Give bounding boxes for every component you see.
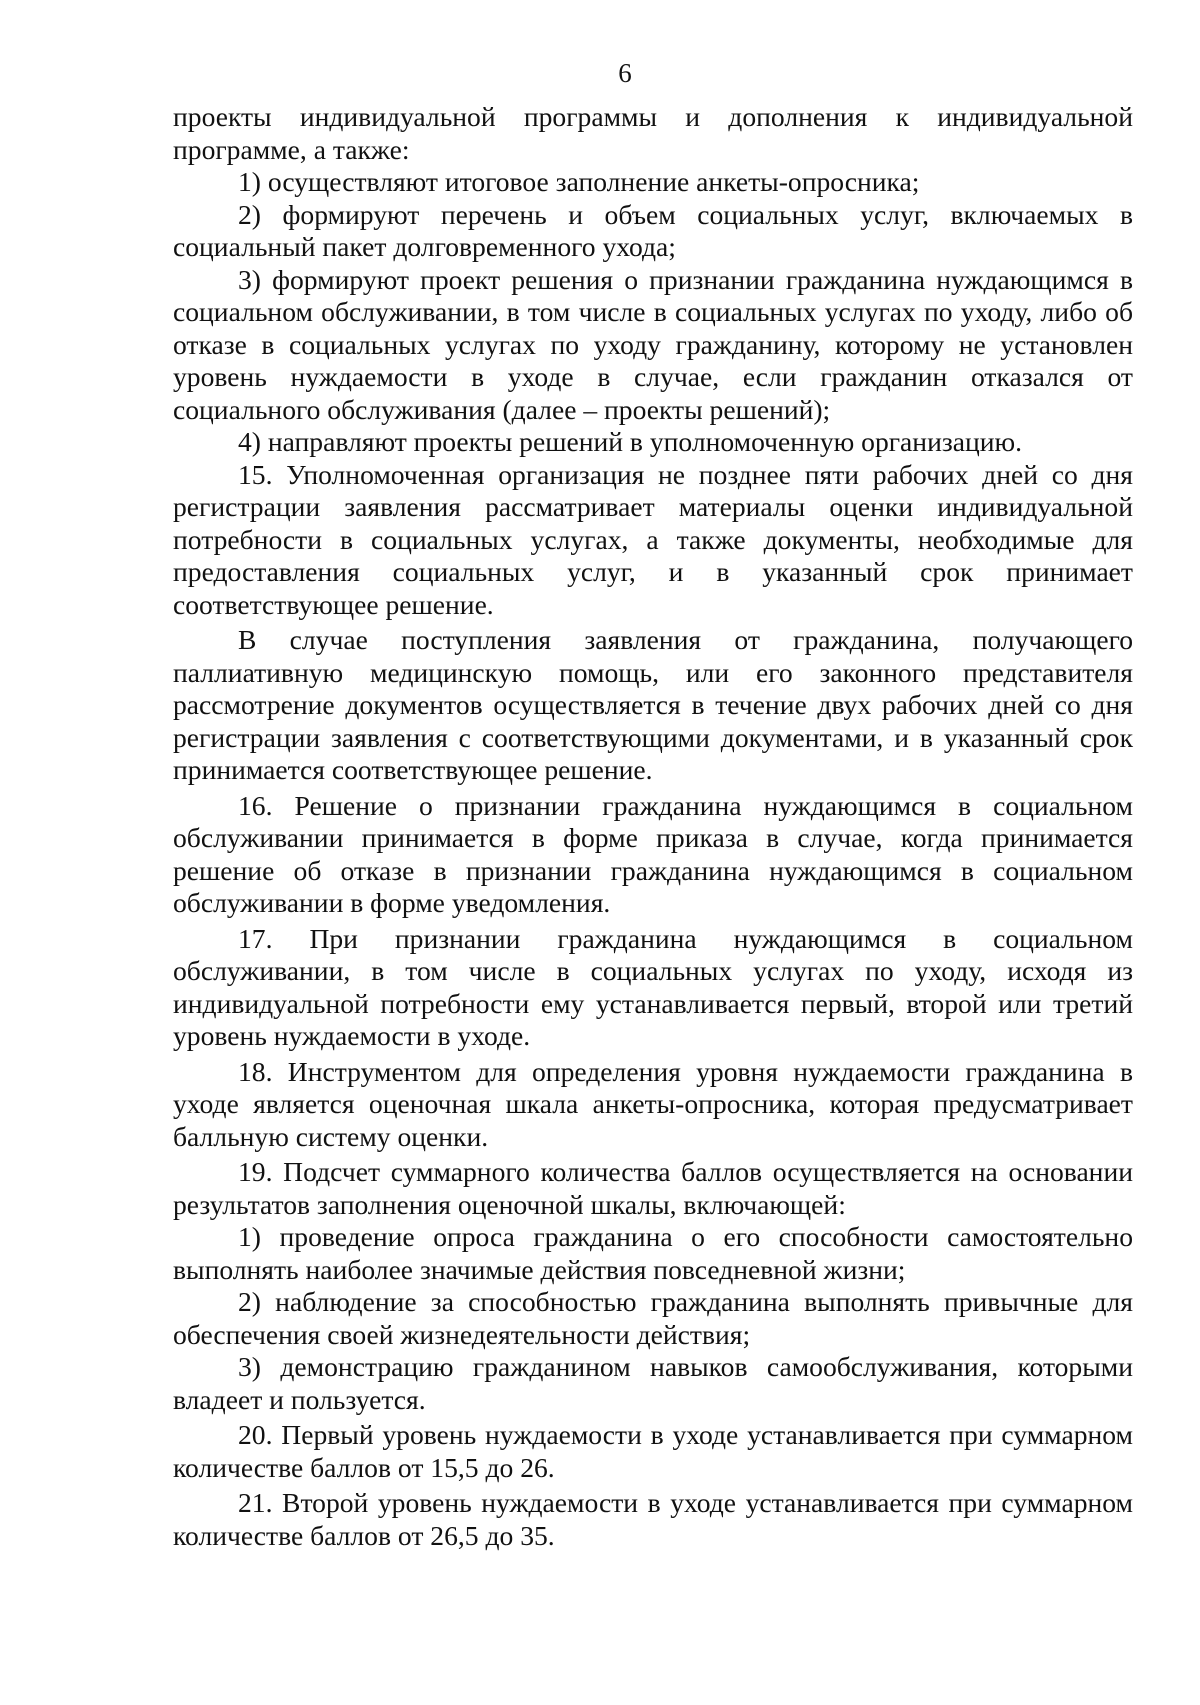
document-body xyxy=(173,101,1133,1552)
clause-20: 20. Первый уровень нуждаемости в уходе устанавливается при суммарном количестве баллов от 15,5 до 26. xyxy=(173,1419,1133,1483)
clause-19: 19. Подсчет суммарного количества баллов осуществляется на основании результатов заполнения оценочной шкалы, включающей: xyxy=(173,1156,1133,1220)
clause-19-item-1: 1) проведение опроса гражданина о его способности самостоятельно выполнять наиболее значимые действия повседневной жизни; xyxy=(173,1221,1133,1285)
list-item-2: 2) формируют перечень и объем социальных услуг, включаемых в социальный пакет долговременного ухода; xyxy=(173,198,1133,262)
list-item-4: 4) направляют проекты решений в уполномоченную организацию. xyxy=(238,426,1023,457)
clause-17: 17. При признании гражданина нуждающимся в социальном обслуживании, в том числе в социальных услугах по уходу, исходя из индивидуальной потребности ему устанавливается первый, второй или третий уровень нуждаемости в уходе. xyxy=(173,922,1133,1051)
clause-15: 15. Уполномоченная организация не позднее пяти рабочих дней со дня регистрации заявления рассматривает материалы оценки индивидуальной потребности в социальных услугах, а также документы, необходимые для предоставления социальных услуг, и в указанный срок принимает соответствующее решение. xyxy=(173,458,1133,620)
clause-15-paragraph-2: В случае поступления заявления от гражданина, получающего паллиативную медицинскую помощь, или его законного представителя рассмотрение документов осуществляется в течение двух рабочих дней со дня регистрации заявления с соответствующими документами, и в указанный срок принимается соответствующее решение. xyxy=(173,624,1133,785)
clause-19-item-3: 3) демонстрацию гражданином навыков самообслуживания, которыми владеет и пользуется. xyxy=(173,1351,1133,1415)
list-item-3: 3) формируют проект решения о признании гражданина нуждающимся в социальном обслуживании, в том числе в социальных услугах по уходу, либо об отказе в социальных услугах по уходу гражданину, которому не установлен уровень нуждаемости в уходе в случае, если гражданин отказался от социального обслуживания (далее – проекты решений); xyxy=(173,263,1133,425)
clause-18: 18. Инструментом для определения уровня нуждаемости гражданина в уходе является оценочная шкала анкеты-опросника, которая предусматривает балльную систему оценки. xyxy=(173,1055,1133,1152)
clause-16: 16. Решение о признании гражданина нуждающимся в социальном обслуживании принимается в форме приказа в случае, когда принимается решение об отказе в признании гражданина нуждающимся в социальном обслуживании в форме уведомления. xyxy=(173,789,1133,918)
clause-19-item-2: 2) наблюдение за способностью гражданина выполнять привычные для обеспечения своей жизнедеятельности действия; xyxy=(173,1286,1133,1350)
clause-21: 21. Второй уровень нуждаемости в уходе устанавливается при суммарном количестве баллов от 26,5 до 35. xyxy=(173,1487,1133,1551)
paragraph-continuation: проекты индивидуальной программы и дополнения к индивидуальной программе, а также: xyxy=(173,101,1133,165)
page-number: 6 xyxy=(618,58,632,88)
list-item-1: 1) осуществляют итоговое заполнение анкеты-опросника; xyxy=(238,166,920,197)
